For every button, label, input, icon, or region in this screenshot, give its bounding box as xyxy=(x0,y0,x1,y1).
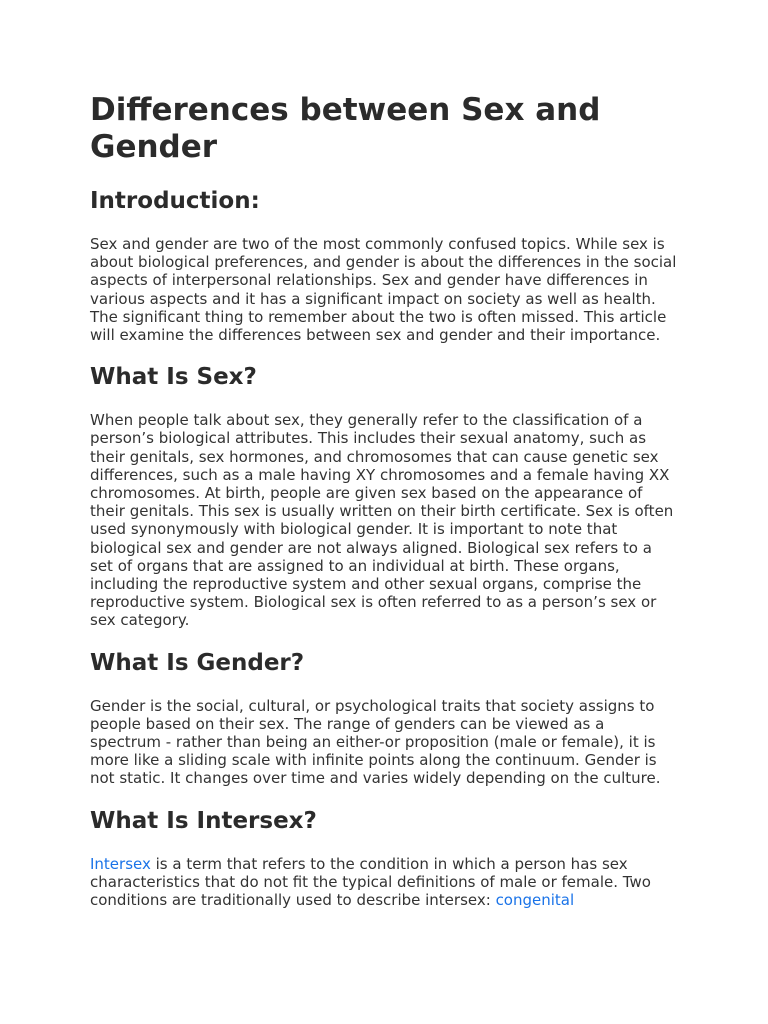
paragraph-what-is-sex: When people talk about sex, they generally refer to the classification of a person’s biological attributes. This includes their sexual anatomy, such as their genitals, sex hormones, and chromosomes that can cause genetic sex differences, such as a male having XY chromosomes and a female having XX chromosomes. At birth, people are given sex based on the appearance of their genitals. This sex is usually written on their birth certificate. Sex is often used synonymously with biological gender. It is important to note that biological sex and gender are not always aligned. Biological sex refers to a set of organs that are assigned to an individual at birth. These organs, including the reproductive system and other sexual organs, comprise the reproductive system. Biological sex is often referred to as a person’s sex or sex category. xyxy=(90,411,674,630)
paragraph-what-is-gender: Gender is the social, cultural, or psychological traits that society assigns to people based on their sex. The range of genders can be viewed as a spectrum - rather than being an either-or proposition (male or female), it is more like a sliding scale with infinite points along the continuum. Gender is not static. It changes over time and varies widely depending on the culture. xyxy=(90,696,661,788)
heading-what-is-sex: What Is Sex? xyxy=(90,364,257,391)
heading-introduction: Introduction: xyxy=(90,188,260,214)
document-title: Differences between Sex and Gender xyxy=(90,92,601,165)
congenital-link[interactable]: congenital xyxy=(495,891,575,910)
heading-what-is-intersex: What Is Intersex? xyxy=(90,807,317,834)
paragraph-what-is-intersex xyxy=(90,855,678,910)
heading-what-is-gender: What Is Gender? xyxy=(90,649,305,676)
paragraph-introduction: Sex and gender are two of the most commonly confused topics. While sex is about biological preferences, and gender is about the differences in the social aspects of interpersonal relationships. Sex and gender have differences in various aspects and it has a significant impact on society as well as health. The significant thing to remember about the two is often missed. This article will examine the differences between sex and gender and their importance. xyxy=(90,235,677,345)
intersex-link[interactable]: Intersex xyxy=(90,854,151,873)
intersex-text: is a term that refers to the condition in which a person has sex characteristics that do not fit the typical definitions of male or female. Two conditions are traditionally used to describe intersex: xyxy=(90,854,651,910)
